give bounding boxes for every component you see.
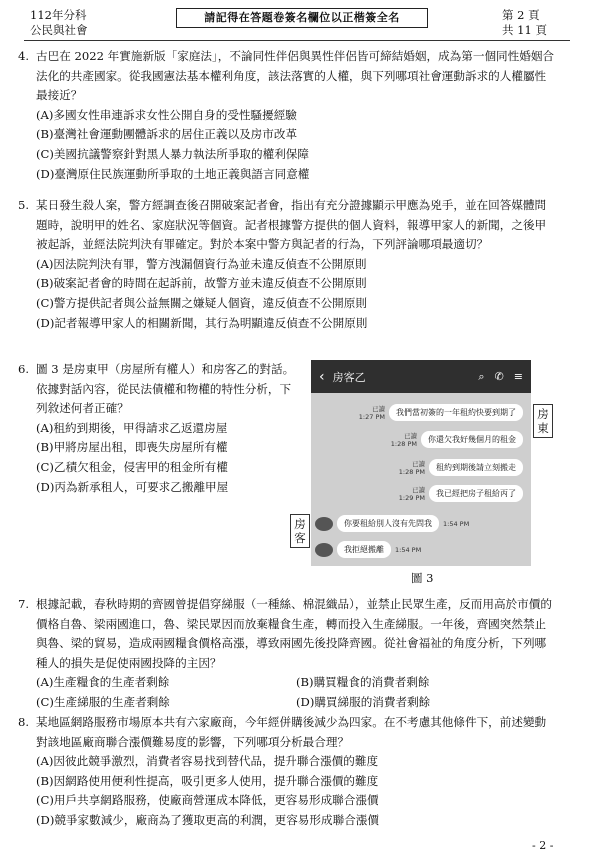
option-a: (A)因彼此競爭激烈，消費者容易找到替代品，提升聯合漲價的難度 <box>36 754 379 769</box>
option-c: (C)警方提供記者與公益無關之嫌疑人個資，違反偵查不公開原則 <box>36 295 367 310</box>
option-c: (C)生產綈服的生產者剩餘 <box>36 694 170 709</box>
option-c: (C)美國抗議警察針對黑人暴力執法所爭取的權利保障 <box>36 146 309 161</box>
message-bubble: 我們當初簽的一年租約快要到期了 <box>389 404 523 421</box>
option-b: (B)臺灣社會運動團體訴求的居住正義以及房市改革 <box>36 127 298 142</box>
tenant-avatar-icon <box>315 543 333 557</box>
option-b: (B)甲將房屋出租，即喪失房屋所有權 <box>36 440 228 455</box>
chat-message <box>399 485 523 502</box>
search-icon: ⌕ <box>478 369 485 383</box>
chat-message <box>315 515 469 532</box>
question-stem: 圖 3 是房東甲（房屋所有權人）和房客乙的對話。依據對話內容，從民法債權和物權的特性分析，下列敘述何者正確？ <box>36 362 295 416</box>
message-time: 1:28 PM <box>390 440 417 448</box>
option-b: (B)破案記者會的時間在起訴前，故警方並未違反偵查不公開原則 <box>36 276 367 291</box>
question-6 <box>18 360 298 497</box>
message-bubble: 我拒絕搬離 <box>337 541 391 558</box>
message-bubble: 你還欠我好幾個月的租金 <box>421 431 523 448</box>
option-d: (D)臺灣原住民族運動所爭取的土地正義與語言同意權 <box>36 166 310 181</box>
option-b: (B)因網路使用便利性提高，吸引更多人使用，提升聯合漲價的難度 <box>36 773 379 788</box>
question-stem: 古巴在 2022 年實施新版「家庭法」，不論同性伴侶與異性伴侶皆可締結婚姻，成為第一個同性婚姻合法化的共產國家。從我國憲法基本權利角度，該法落實的人權，與下列哪項社會運動訴求的人權屬性最接近？ <box>36 49 555 103</box>
option-d: (D)丙為新承租人，可要求乙搬離甲屋 <box>36 479 229 494</box>
header-left <box>30 8 88 38</box>
chat-message <box>391 431 523 448</box>
question-7 <box>18 595 556 713</box>
question-8 <box>18 713 556 831</box>
question-stem: 某地區網路服務市場原本共有六家廠商，今年經併購後減少為四家。在不考慮其他條件下，前述變動對該地區廠商聯合漲價難易度的影響，下列哪項分析最合理？ <box>36 715 547 749</box>
subject-name: 公民與社會 <box>30 23 88 37</box>
phone-icon: ✆ <box>494 370 504 383</box>
question-4 <box>18 47 556 184</box>
option-c: (C)用戶共享網路服務，使廠商營運成本降低，更容易形成聯合漲價 <box>36 793 379 808</box>
message-time: 1:27 PM <box>358 413 385 421</box>
option-b: (B)購買糧食的消費者剩餘 <box>296 675 430 690</box>
read-label: 已讀 <box>412 460 425 468</box>
question-number: 7. <box>18 597 30 611</box>
chat-message <box>399 459 523 476</box>
option-d: (D)購買綈服的消費者剩餘 <box>296 694 431 709</box>
chat-message <box>359 404 523 421</box>
landlord-tag: 房東 <box>533 404 553 438</box>
question-5 <box>18 196 556 333</box>
question-number: 8. <box>18 715 30 729</box>
chevron-left-icon: ‹ <box>319 368 325 385</box>
figure-caption: 圖 3 <box>411 571 434 585</box>
message-bubble: 我已經把房子租給丙了 <box>429 485 523 502</box>
message-time: 1:28 PM <box>398 468 425 476</box>
page-number: 第 2 頁 <box>502 8 540 22</box>
header-right <box>502 8 547 38</box>
question-number: 4. <box>18 49 30 63</box>
message-bubble: 租約到期後請立刻搬走 <box>429 459 523 476</box>
chat-screenshot-figure <box>311 360 531 566</box>
signature-notice: 請記得在答題卷簽名欄位以正楷簽全名 <box>176 8 428 28</box>
question-number: 5. <box>18 198 30 212</box>
option-a: (A)多國女性串連訴求女性公開自身的受性騷擾經驗 <box>36 107 297 122</box>
option-a: (A)租約到期後，甲得請求乙返還房屋 <box>36 420 228 435</box>
question-stem: 根據記載，春秋時期的齊國曾提倡穿綈服（一種絲、棉混織品），並禁止民眾生產，反而用高於市價的價格自魯、梁兩國進口，魯、梁民眾因而放棄糧食生產，轉而投入生產綈服。一年後，齊國突然禁止與魯、梁的貿易，造成兩國糧食價格高漲，導致兩國先後投降齊國。從社會福祉的角度分析，下列哪種人的損失是促使兩國投降的主因？ <box>36 597 552 670</box>
chat-contact-name: 房客乙 <box>332 370 366 384</box>
message-bubble: 你要租給別人沒有先問我 <box>337 515 439 532</box>
page-footer: - 2 - <box>532 839 554 852</box>
question-number: 6. <box>18 362 30 376</box>
header-rule <box>24 40 570 41</box>
read-label: 已讀 <box>372 405 385 413</box>
read-label: 已讀 <box>412 486 425 494</box>
read-label: 已讀 <box>404 432 417 440</box>
page-total: 共 11 頁 <box>502 23 547 37</box>
option-a: (A)生產糧食的生產者剩餘 <box>36 675 170 690</box>
tenant-tag: 房客 <box>290 514 310 548</box>
message-time: 1:29 PM <box>398 494 425 502</box>
chat-header <box>311 360 531 393</box>
option-a: (A)因法院判決有罪，警方洩漏個資行為並未違反偵查不公開原則 <box>36 256 367 271</box>
message-time: 1:54 PM <box>443 519 470 528</box>
chat-message <box>315 541 421 558</box>
option-d: (D)競爭家數減少，廠商為了獲取更高的利潤，更容易形成聯合漲價 <box>36 812 379 827</box>
tenant-avatar-icon <box>315 517 333 531</box>
message-time: 1:54 PM <box>395 545 422 554</box>
menu-icon: ≡ <box>513 370 523 383</box>
question-stem: 某日發生殺人案，警方經調查後召開破案記者會，指出有充分證據顯示甲應為兇手，並在回答媒體問題時，說明甲的姓名、家庭狀況等個資。記者根據警方提供的個人資料，報導甲家人的新聞，之後甲被起訴，並經法院判決有罪確定。對於本案中警方與記者的行為，下列評論哪項最適切？ <box>36 198 547 252</box>
option-c: (C)乙積欠租金，侵害甲的租金所有權 <box>36 459 228 474</box>
exam-year: 112年分科 <box>30 8 87 22</box>
option-d: (D)記者報導甲家人的相關新聞，其行為明顯違反偵查不公開原則 <box>36 315 368 330</box>
